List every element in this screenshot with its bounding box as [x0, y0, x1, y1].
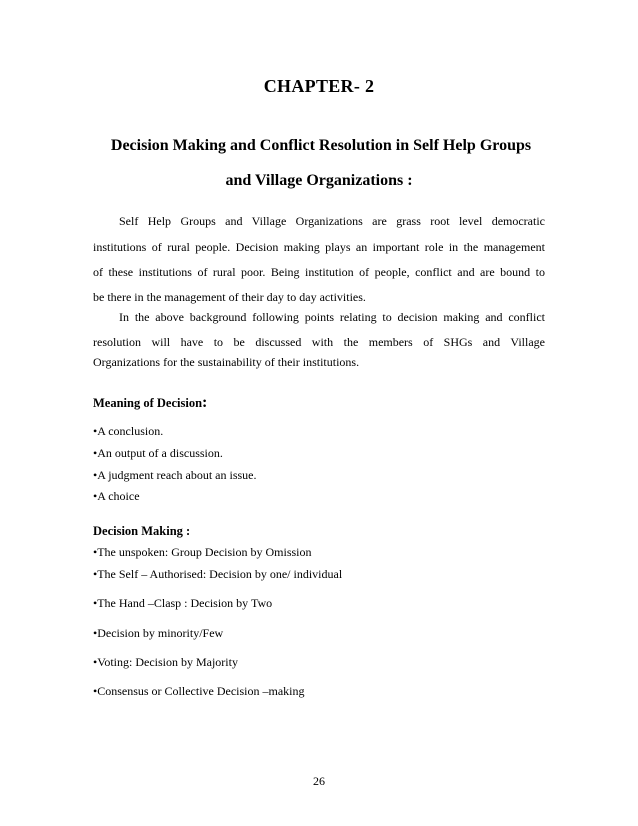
- intro-paragraph-2-line: resolution will have to be discussed with the members of SHGs and Village: [93, 335, 545, 349]
- chapter-label: CHAPTER- 2: [263, 76, 375, 96]
- intro-paragraph-1-line: be there in the management of their day to day activities.: [93, 290, 366, 304]
- decision-making-list-item: •Consensus or Collective Decision –making: [93, 684, 305, 698]
- intro-paragraph-1-line: of these institutions of rural poor. Being institution of people, conflict and are bound to: [93, 265, 545, 279]
- meaning-list-item: •An output of a discussion.: [93, 446, 223, 460]
- page-number: 26: [313, 774, 325, 788]
- intro-paragraph-2-line: Organizations for the sustainability of their institutions.: [93, 355, 360, 369]
- meaning-of-decision-heading-text: Meaning of Decision: [93, 396, 203, 410]
- decision-making-list-item: •Voting: Decision by Majority: [93, 655, 238, 669]
- meaning-list-item: •A conclusion.: [93, 424, 164, 438]
- intro-paragraph-1-line: Self Help Groups and Village Organizations are grass root level democratic: [119, 214, 545, 228]
- decision-making-heading: Decision Making :: [93, 524, 191, 538]
- meaning-of-decision-heading: [93, 394, 207, 412]
- intro-paragraph-1-line: institutions of rural people. Decision making plays an important role in the management: [93, 240, 545, 254]
- meaning-list-item: •A judgment reach about an issue.: [93, 468, 257, 482]
- decision-making-list-item: •The unspoken: Group Decision by Omission: [93, 545, 312, 559]
- intro-paragraph-2-line: In the above background following points relating to decision making and conflict: [119, 310, 545, 324]
- meaning-list-item: •A choice: [93, 489, 140, 503]
- decision-making-list-item: •The Hand –Clasp : Decision by Two: [93, 596, 273, 610]
- document-title-line-1: Decision Making and Conflict Resolution in Self Help Groups: [110, 137, 532, 154]
- decision-making-list-item: •The Self – Authorised: Decision by one/ individual: [93, 567, 343, 581]
- decision-making-list-item: •Decision by minority/Few: [93, 626, 224, 640]
- meaning-of-decision-heading-colon: :: [202, 394, 208, 411]
- document-title-line-2: and Village Organizations :: [225, 172, 413, 189]
